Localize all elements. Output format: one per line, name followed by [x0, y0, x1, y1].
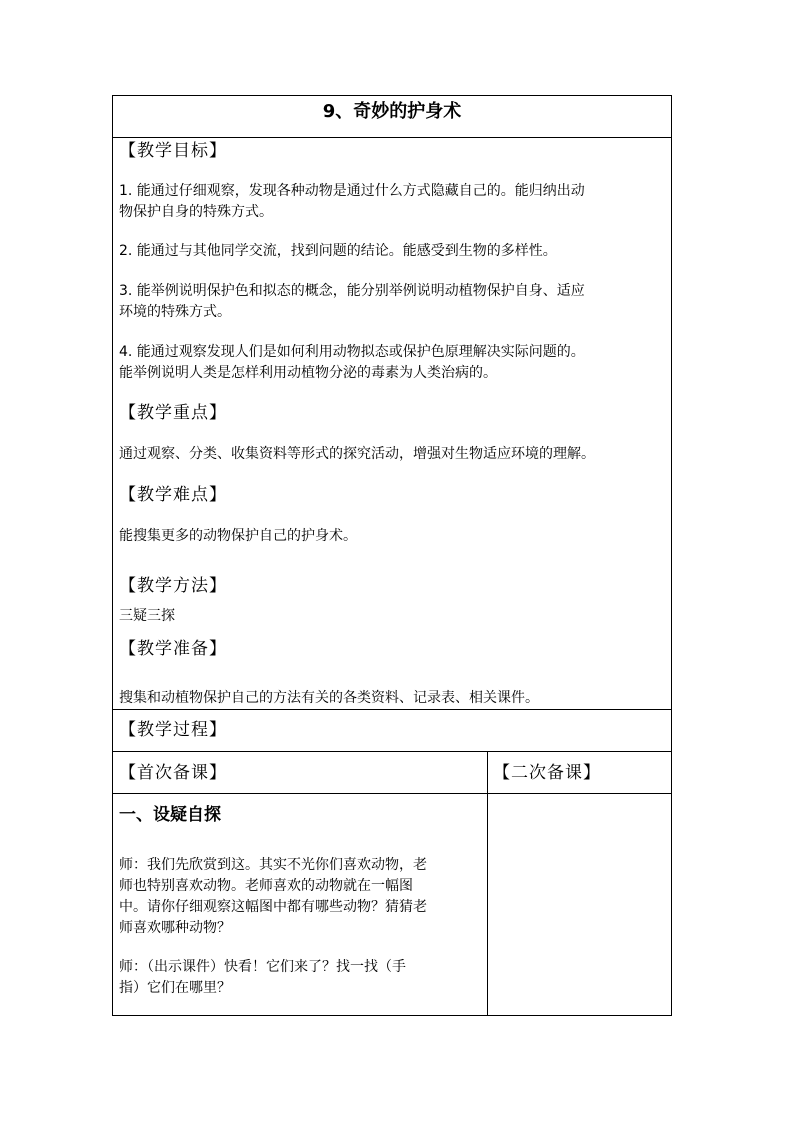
goal-item-3-line-1: 3. 能举例说明保护色和拟态的概念，能分别举例说明动植物保护自身、适应 [119, 283, 585, 299]
process-heading: 【教学过程】 [119, 720, 227, 740]
goal-item-3-line-2: 环境的特殊方式。 [119, 304, 231, 320]
goal-item-1-line-2: 物保护自身的特殊方式。 [119, 204, 273, 220]
row-divider [112, 793, 672, 794]
methods-text: 三疑三探 [119, 608, 175, 624]
dialogue-1-line-2: 师也特别喜欢动物。老师喜欢的动物就在一幅图 [119, 878, 413, 894]
dialogue-1-line-4: 师喜欢哪种动物？ [119, 920, 231, 936]
key-points-heading: 【教学重点】 [119, 403, 227, 423]
section-title: 一、设疑自探 [119, 805, 221, 825]
column-divider [487, 751, 488, 1016]
key-points-text: 通过观察、分类、收集资料等形式的探究活动，增强对生物适应环境的理解。 [119, 446, 595, 462]
dialogue-2-line-1: 师：（出示课件）快看！它们来了？找一找（手 [119, 959, 406, 975]
row-divider [112, 709, 672, 710]
methods-heading: 【教学方法】 [119, 576, 227, 596]
goal-item-1-line-1: 1. 能通过仔细观察，发现各种动物是通过什么方式隐藏自己的。能归纳出动 [119, 183, 585, 199]
page-title: 9、奇妙的护身术 [322, 101, 462, 122]
goal-item-4-line-1: 4. 能通过观察发现人们是如何利用动物拟态或保护色原理解决实际问题的。 [119, 344, 585, 360]
dialogue-1-line-3: 中。请你仔细观察这幅图中都有哪些动物？猜猜老 [119, 899, 427, 915]
row-divider [112, 137, 672, 138]
preparation-text: 搜集和动植物保护自己的方法有关的各类资料、记录表、相关课件。 [119, 690, 539, 706]
row-divider [112, 751, 672, 752]
difficulties-heading: 【教学难点】 [119, 485, 227, 505]
preparation-heading: 【教学准备】 [119, 639, 227, 659]
goal-item-4-line-2: 能举例说明人类是怎样利用动植物分泌的毒素为人类治病的。 [119, 365, 497, 381]
second-prep-heading: 【二次备课】 [493, 763, 601, 783]
dialogue-2-line-2: 指）它们在哪里？ [119, 980, 231, 996]
goals-heading: 【教学目标】 [119, 141, 227, 161]
goal-item-2: 2. 能通过与其他同学交流，找到问题的结论。能感受到生物的多样性。 [119, 243, 557, 259]
dialogue-1-line-1: 师：我们先欣赏到这。其实不光你们喜欢动物，老 [119, 857, 427, 873]
difficulties-text: 能搜集更多的动物保护自己的护身术。 [119, 528, 357, 544]
first-prep-heading: 【首次备课】 [119, 763, 227, 783]
